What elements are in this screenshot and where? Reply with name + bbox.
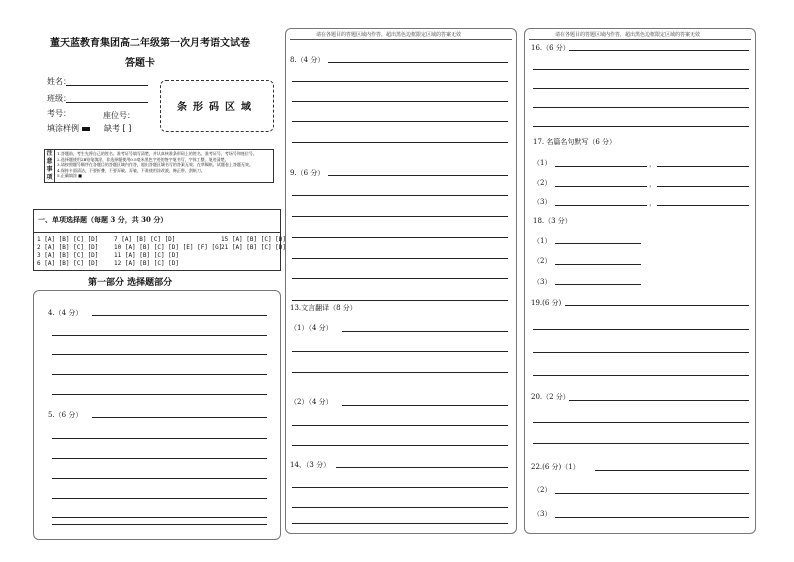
multiple-choice-box [33,209,287,271]
answer-panel-left [33,290,281,540]
absent-checkbox[interactable]: 缺考 [ ] [104,124,132,133]
mc-row[interactable]: 6 [A] [B] [C] [D] [37,260,99,267]
answer-line[interactable] [555,243,641,244]
mc-row[interactable]: 21 [A] [B] [C] [D] [221,244,287,251]
answer-line[interactable] [328,62,508,63]
answer-line[interactable] [52,478,267,479]
answer-line[interactable] [52,438,267,439]
question-13-label: 13.文言翻译（8 分） [290,304,357,312]
answer-line[interactable] [292,445,508,446]
notice-line: 4.保持卡面清洁，不要折叠，不要弄破、弄皱，不准使用涂改液、修正带、刮纸刀。 [57,167,205,173]
answer-line[interactable] [292,487,508,488]
name-field[interactable] [66,85,148,86]
answer-line[interactable] [533,443,749,444]
question-20-label: 20.（2 分） [531,393,570,401]
answer-line[interactable] [555,517,749,518]
answer-line[interactable] [52,517,267,518]
question-13-2-label: （2）（4 分） [290,398,333,406]
answer-line[interactable] [292,237,508,238]
question-16-label: 16.（6 分） [531,44,570,52]
answer-line[interactable] [342,405,508,406]
answer-line[interactable] [342,331,508,332]
notice-line: 5.正确填涂 ■ [57,173,82,179]
name-label: 姓名： [47,77,71,86]
mc-row[interactable]: 12 [A] [B] [C] [D] [114,260,180,267]
notice-line: 1.答题前，考生先将自己的姓名、准考证号填写清楚，并认真核准条形码上的姓名、准考证号、考场号和座位号。 [57,151,257,156]
answer-line[interactable] [52,354,267,355]
question-14-label: 14、（3 分） [290,461,331,469]
answer-line[interactable] [569,50,749,51]
answer-line[interactable] [595,470,749,471]
part-one-heading: 第一部分 选择题部分 [88,278,173,288]
answer-line[interactable] [292,507,508,508]
answer-line[interactable] [533,107,749,108]
question-18-item-label: （3） [533,278,552,286]
answer-line[interactable] [92,315,267,316]
comma-separator: ， [649,180,656,188]
mc-row[interactable]: 1 [A] [B] [C] [D] [37,236,99,243]
answer-line[interactable] [533,69,749,70]
answer-line[interactable] [292,300,508,301]
question-17-item-label: （2） [533,179,552,187]
question-22-label: 22.(6 分)（1） [531,463,580,471]
mc-heading: 一、单项选择题（每题 3 分，共 30 分） [38,215,168,224]
question-17-label: 17. 名篇名句默写（6 分） [533,138,617,146]
question-19-label: 19.(6 分) [531,299,562,307]
question-17-item-label: （1） [533,159,552,167]
answer-line[interactable] [92,417,267,418]
answer-line[interactable] [292,101,508,102]
answer-line[interactable] [292,195,508,196]
barcode-area: 条形码区域 [160,80,274,132]
answer-line[interactable] [52,374,267,375]
answer-line[interactable] [565,305,749,306]
comma-separator: ， [649,160,656,168]
answer-line[interactable] [555,205,647,206]
fill-example-label: 填涂样例 [47,123,90,134]
question-8-label: 8.（4 分） [290,56,325,64]
exam-no-label: 考号： [47,109,71,118]
answer-line[interactable] [292,372,508,373]
answer-panel-middle [285,28,517,534]
answer-sheet-title: 答题卡 [125,58,155,69]
mc-row[interactable]: 2 [A] [B] [C] [D] [37,244,99,251]
exam-title: 董天蓝教育集团高二年级第一次月考语文试卷 [50,38,250,49]
mc-row[interactable]: 3 [A] [B] [C] [D] [37,252,99,259]
answer-line[interactable] [533,422,749,423]
answer-line[interactable] [555,166,647,167]
class-label: 班级： [47,94,71,103]
mc-row[interactable]: 7 [A] [B] [C] [D] [114,236,176,243]
fill-example-mark [82,127,90,131]
notice-side-label: 注意事项 [45,150,55,182]
answer-line[interactable] [292,523,508,524]
notice-line: 2.选择题使用2B铅笔填涂，非选择题使用0.5毫米黑色字迹的签字笔书写，字体工整、笔迹清楚。 [57,156,229,162]
answer-line[interactable] [52,458,267,459]
answer-line[interactable] [555,284,641,285]
answer-line[interactable] [657,205,749,206]
answer-line[interactable] [533,88,749,89]
question-5-label: 5.（6 分） [48,411,83,419]
answer-line[interactable] [555,264,641,265]
answer-line[interactable] [52,524,267,525]
answer-line[interactable] [336,467,508,468]
question-17-item-label: （3） [533,198,552,206]
answer-line[interactable] [52,394,267,395]
question-9-label: 9.（6 分） [290,169,325,177]
answer-line[interactable] [533,352,749,353]
answer-line[interactable] [533,375,749,376]
answer-line[interactable] [657,186,749,187]
answer-line[interactable] [292,81,508,82]
answer-line[interactable] [569,400,749,401]
question-18-item-label: （2） [533,257,552,265]
mc-row[interactable]: 10 [A] [B] [C] [D] [E] [F] [G] [114,244,223,251]
answer-line[interactable] [657,166,749,167]
answer-line[interactable] [328,175,508,176]
answer-line[interactable] [533,329,749,330]
answer-line[interactable] [292,121,508,122]
answer-line[interactable] [533,126,749,127]
panel-notice: 请在各题目的答题区域内作答，超出黑色边框限定区域的答案无效 [316,32,462,38]
question-13-1-label: （1）（4 分） [290,324,333,332]
answer-panel-right [524,28,756,534]
answer-line[interactable] [52,335,267,336]
answer-line[interactable] [292,142,508,143]
answer-line[interactable] [555,186,647,187]
question-18-label: 18.（3 分） [533,217,572,225]
question-22-item-label: （3） [533,510,552,518]
notice-box [44,149,274,183]
panel-notice: 请在各题目的答题区域内作答，超出黑色边框限定区域的答案无效 [555,32,701,38]
answer-line[interactable] [292,216,508,217]
mc-row[interactable]: 11 [A] [B] [C] [D] [114,252,180,259]
answer-line[interactable] [292,258,508,259]
seat-label: 座位号： [103,111,135,120]
answer-line[interactable] [292,425,508,426]
answer-line[interactable] [52,498,267,499]
comma-separator: ， [649,199,656,207]
notice-line: 3.请按照题号顺序在各题目的答题区域内作答，超出答题区域书写的答案无效；在草稿纸、试题卷上答题无效。 [57,162,253,168]
question-22-item-label: （2） [533,486,552,494]
question-18-item-label: （1） [533,237,552,245]
question-4-label: 4.（4 分） [48,309,83,317]
answer-line[interactable] [292,351,508,352]
answer-line[interactable] [555,493,749,494]
class-field[interactable] [66,102,148,103]
answer-line[interactable] [292,278,508,279]
mc-row[interactable]: 15 [A] [B] [C] [D] [221,236,287,243]
